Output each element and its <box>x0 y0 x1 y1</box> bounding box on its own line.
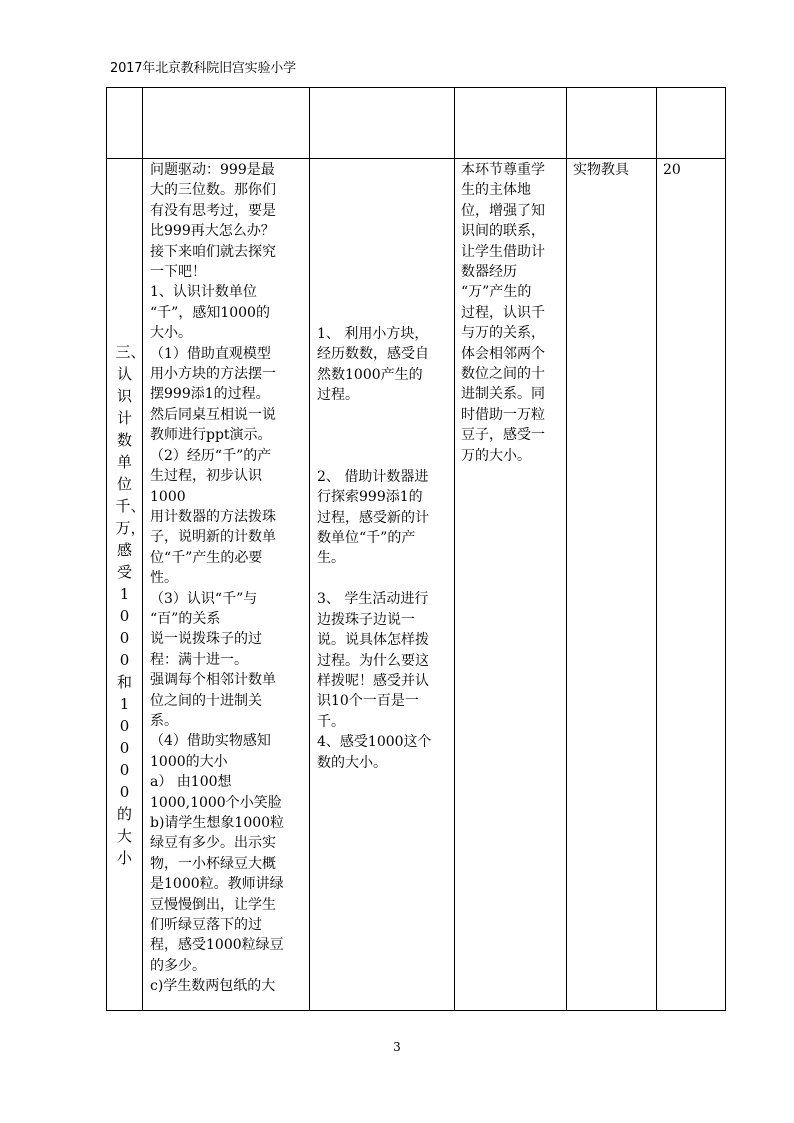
time-text: 20 <box>663 162 681 178</box>
student-activity-cell <box>310 159 455 1011</box>
student-activity-text: 1、 利用小方块， 经历数数，感受自 然数1000产生的 过程。 2、 借助计数器进 行探索999添1的 过程，感受新的计 数单位“千”的产 生。 3、 学生活动进行 边拨珠子边说一 说。说具体怎样拨 过程。为什么要这 样拨呢！感受并认 识10个一百是一 千。 4、感受1000这个 数的大小。 <box>317 326 432 771</box>
teacher-activity-text: 问题驱动：999是最 大的三位数。那你们 有没有思考过，要是 比999再大怎么办？ 接下来咱们就去探究 一下吧！ 1、认识计数单位 “千”，感知1000的 大小。 （1）借助直观模型 用小方块的方法摆一 摆999添1的过程。 然后同桌互相说一说 教师进行ppt演示。 （2）经历“千”的产 生过程，初步认识 1000 用计数器的方法拨珠 子，说明新的计数单 位“千”产生的必要 性。 （3）认识“千”与 “百”的关系 说一说拨珠子的过 程：满十进一。 强调每个相邻计数单 位之间的十进制关 系。 （4）借助实物感知 1000的大小 a） 由100想 1000,1000个小笑脸 b)请学生想象1000粒 绿豆有多少。出示实 物，一小杯绿豆大概 是1000粒。教师讲绿 豆慢慢倒出，让学生 们听绿豆落下的过 程，感受1000粒绿豆 的多少。 c)学生数两包纸的大 <box>150 162 285 995</box>
page-number: 3 <box>393 1040 401 1054</box>
page-header: 2017年北京教科院旧宫实验小学 <box>110 61 296 76</box>
lesson-plan-table <box>106 87 726 1011</box>
empty-cell <box>657 88 726 159</box>
design-intent-text: 本环节尊重学 生的主体地 位，增强了知 识间的联系， 让学生借助计 数器经历 “万”产生的 过程，认识千 与万的关系， 体会相邻两个 数位之间的十 进制关系。同 时借助一万粒 豆子，感受一 万的大小。 <box>461 162 545 464</box>
table-row-section-3 <box>107 159 726 1011</box>
empty-cell <box>107 88 143 159</box>
design-intent-cell <box>455 159 567 1011</box>
empty-cell <box>310 88 455 159</box>
section-label-cell <box>107 159 146 1011</box>
teacher-activity-cell <box>143 159 310 1011</box>
resources-cell <box>567 159 657 1011</box>
time-cell <box>657 159 726 1011</box>
empty-cell <box>143 88 310 159</box>
resources-text: 实物教具 <box>573 162 629 178</box>
empty-cell <box>567 88 657 159</box>
table-row-empty <box>107 88 726 159</box>
section-label: 三、认识计数单位千、万，感受1000和10000的大小 <box>115 343 146 867</box>
empty-cell <box>455 88 567 159</box>
